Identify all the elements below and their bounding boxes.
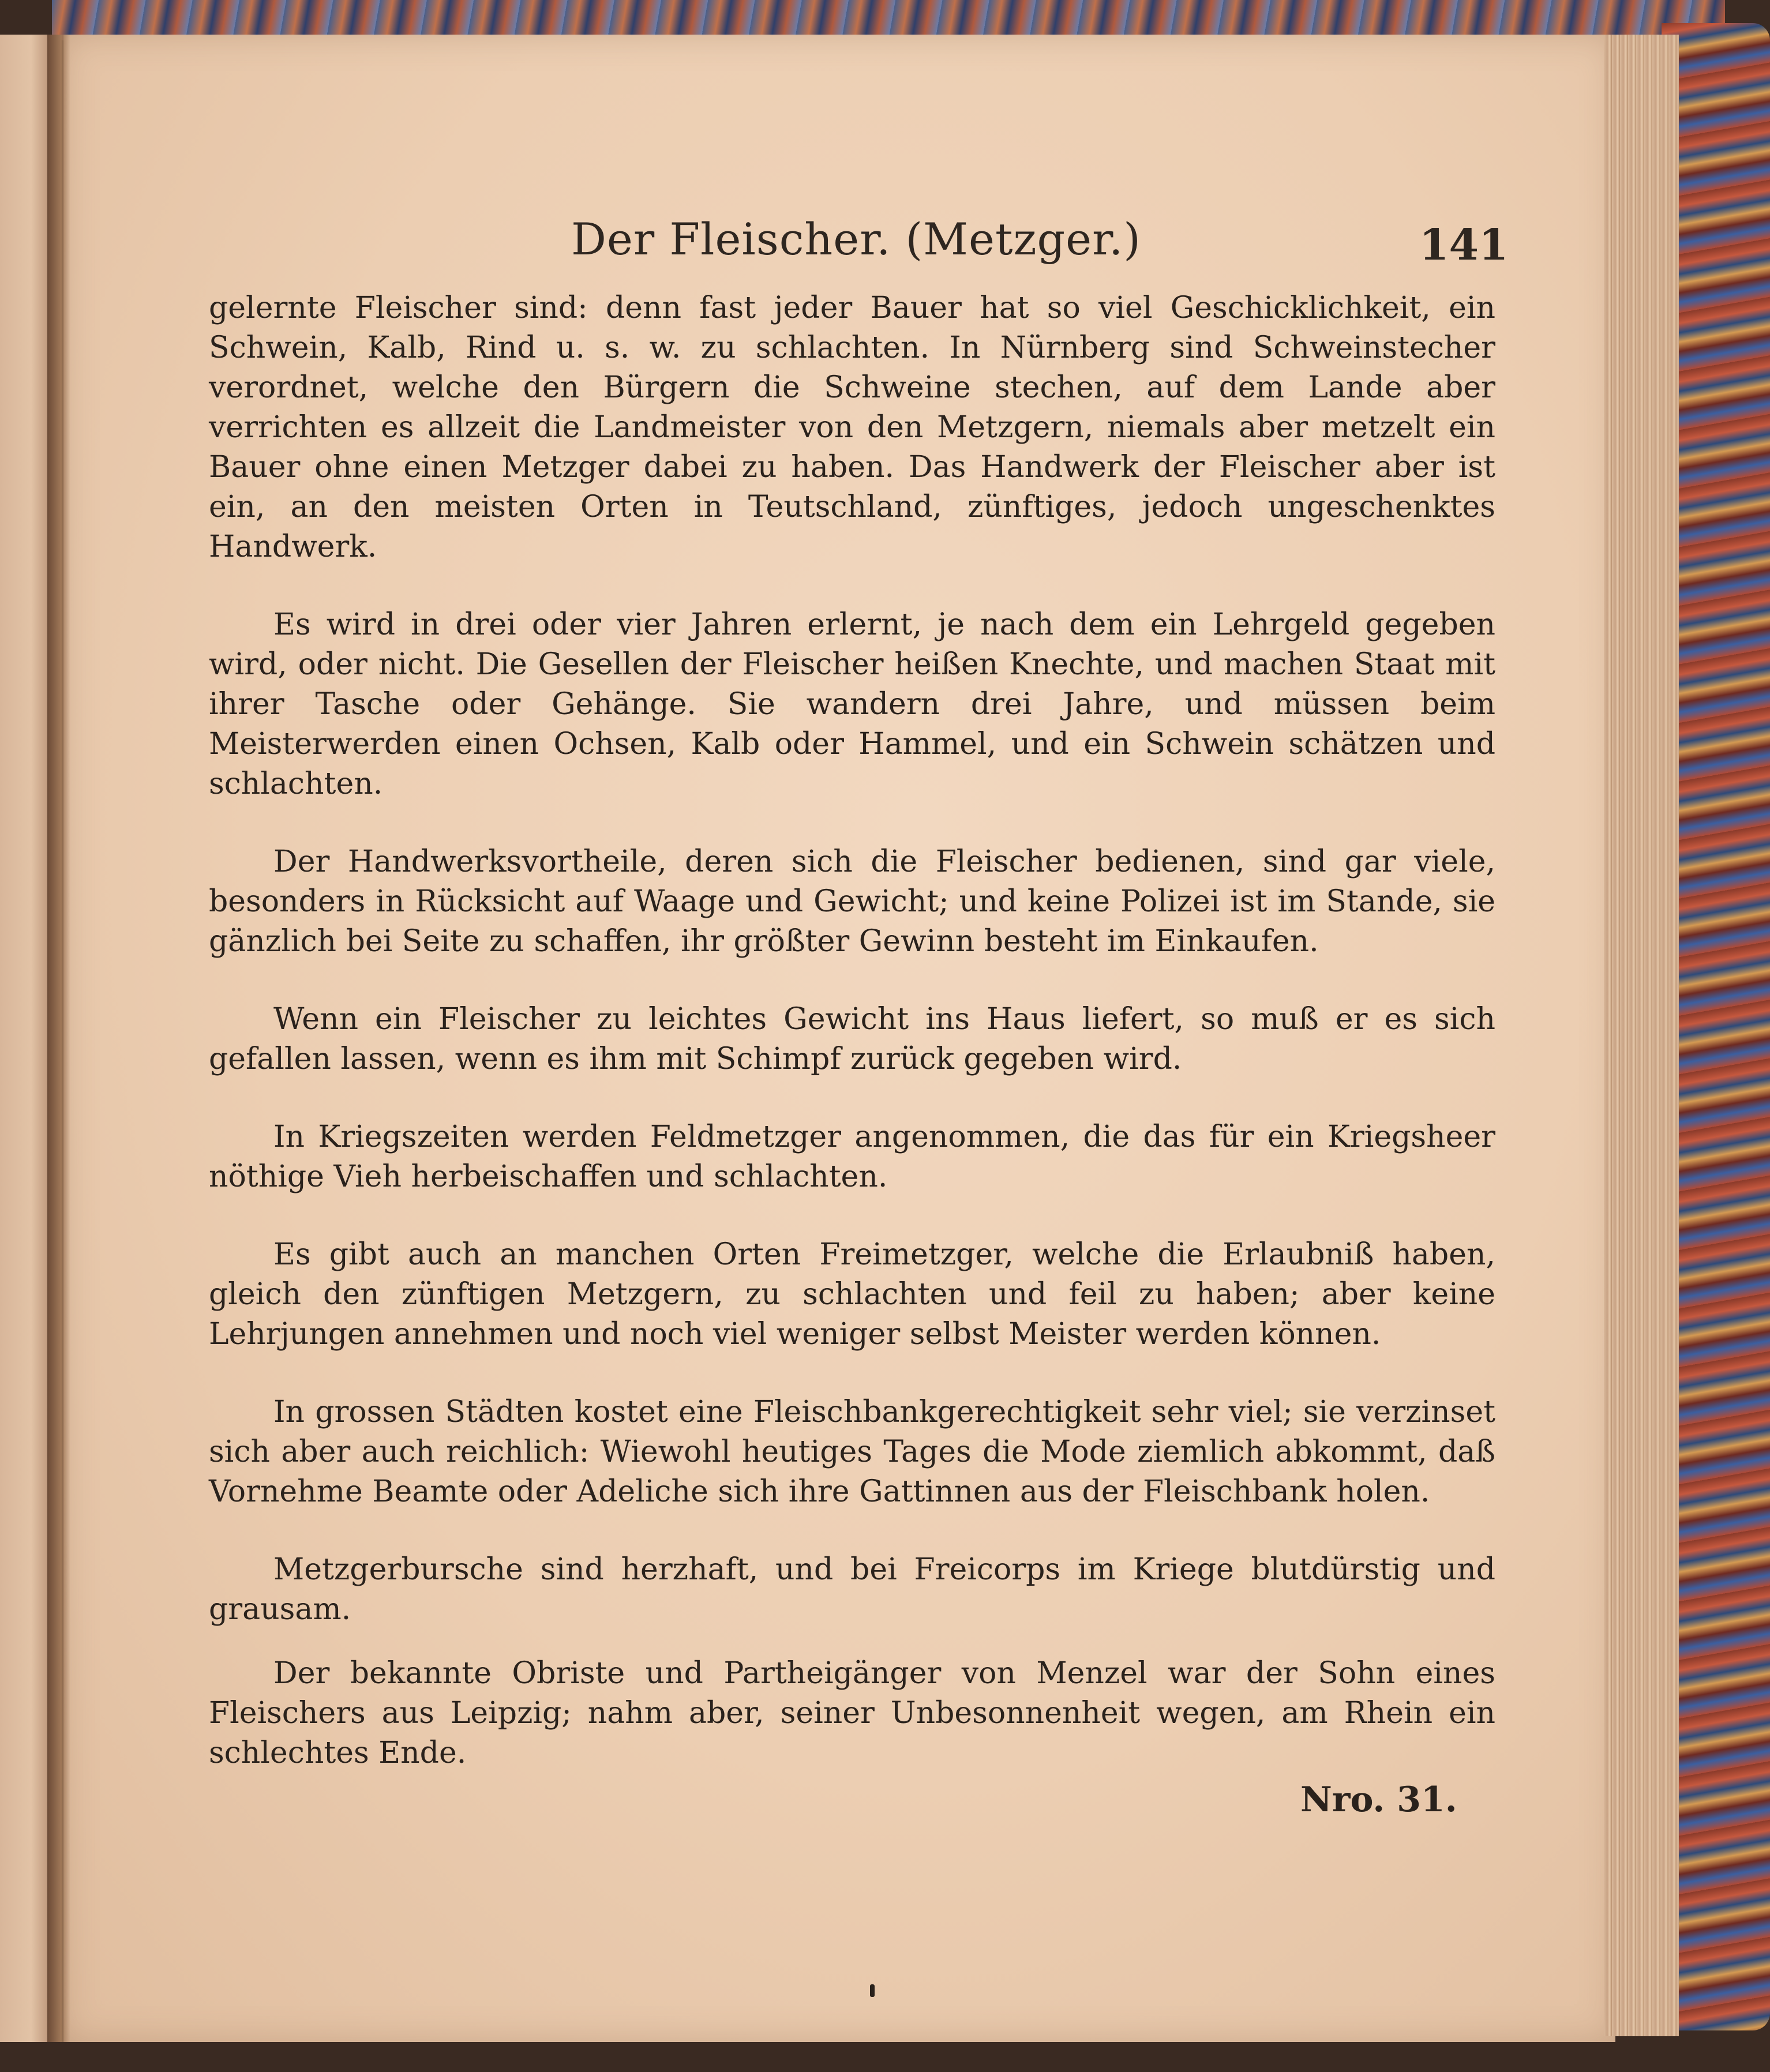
- page-number: 141: [1419, 220, 1509, 270]
- paragraph: Der Handwerksvortheile, deren sich die Fleischer bedienen, sind gar viele, besonders in Rücksicht auf Waage und Gewicht; und keine Polizei ist im Stande, sie gänzlich bei Seite zu schaffen, ihr größter Gewinn besteht im Einkaufen.: [209, 844, 1495, 959]
- page-stack-edge: [1604, 35, 1679, 2036]
- paragraph: Metzgerbursche sind herzhaft, und bei Freicorps im Kriege blutdürstig und grausam.: [209, 1552, 1495, 1627]
- paragraph: Es wird in drei oder vier Jahren erlernt, je nach dem ein Lehrgeld gegeben wird, oder nicht. Die Gesellen der Fleischer heißen Knechte, und machen Staat mit ihrer Tasche oder Gehänge. Sie wandern drei Jahre, und müssen beim Meisterwerden einen Ochsen, Kalb oder Hammel, und ein Schwein schätzen und schlachten.: [209, 607, 1495, 801]
- paragraph: In Kriegszeiten werden Feldmetzger angenommen, die das für ein Kriegsheer nöthige Vieh herbeischaffen und schlachten.: [209, 1120, 1495, 1194]
- paragraph: Der bekannte Obriste und Partheigänger von Menzel war der Sohn eines Fleischers aus Leipzig; nahm aber, seiner Unbesonnenheit wegen, am Rhein ein schlechtes Ende.: [209, 1656, 1495, 1770]
- gutter-shadow: [47, 35, 70, 2042]
- paragraph: Wenn ein Fleischer zu leichtes Gewicht ins Haus liefert, so muß er es sich gefallen lassen, wenn es ihm mit Schimpf zurück gegeben wird.: [209, 1002, 1495, 1076]
- paragraph: In grossen Städten kostet eine Fleischbankgerechtigkeit sehr viel; sie verzinset sich aber auch reichlich: Wiewohl heutiges Tages die Mode ziemlich abkommt, daß Vornehme Beamte oder Adeliche sich ihre Gattinnen aus der Fleischbank holen.: [209, 1395, 1495, 1509]
- paragraph: gelernte Fleischer sind: denn fast jeder Bauer hat so viel Geschicklichkeit, ein Schwein, Kalb, Rind u. s. w. zu schlachten. In Nürnberg sind Schweinstecher verordnet, welche den Bürgern die Schweine stechen, auf dem Lande aber verrichten es allzeit die Landmeister von den Metzgern, niemals aber metzelt ein Bauer ohne einen Metzger dabei zu haben. Das Handwerk der Fleischer aber ist ein, an den meisten Orten in Teutschland, zünftiges, jedoch ungeschenktes Handwerk.: [209, 291, 1495, 564]
- paragraph: Es gibt auch an manchen Orten Freimetzger, welche die Erlaubniß haben, gleich den zünftigen Metzgern, zu schlachten und feil zu haben; aber keine Lehrjungen annehmen und noch viel weniger selbst Meister werden können.: [209, 1237, 1495, 1352]
- signature-mark: Nro. 31.: [1300, 1780, 1457, 1820]
- facing-page: [0, 35, 52, 2042]
- body-text: [209, 288, 1495, 1811]
- running-title: Der Fleischer. (Metzger.): [571, 213, 1141, 265]
- ink-mark: [870, 1984, 875, 1997]
